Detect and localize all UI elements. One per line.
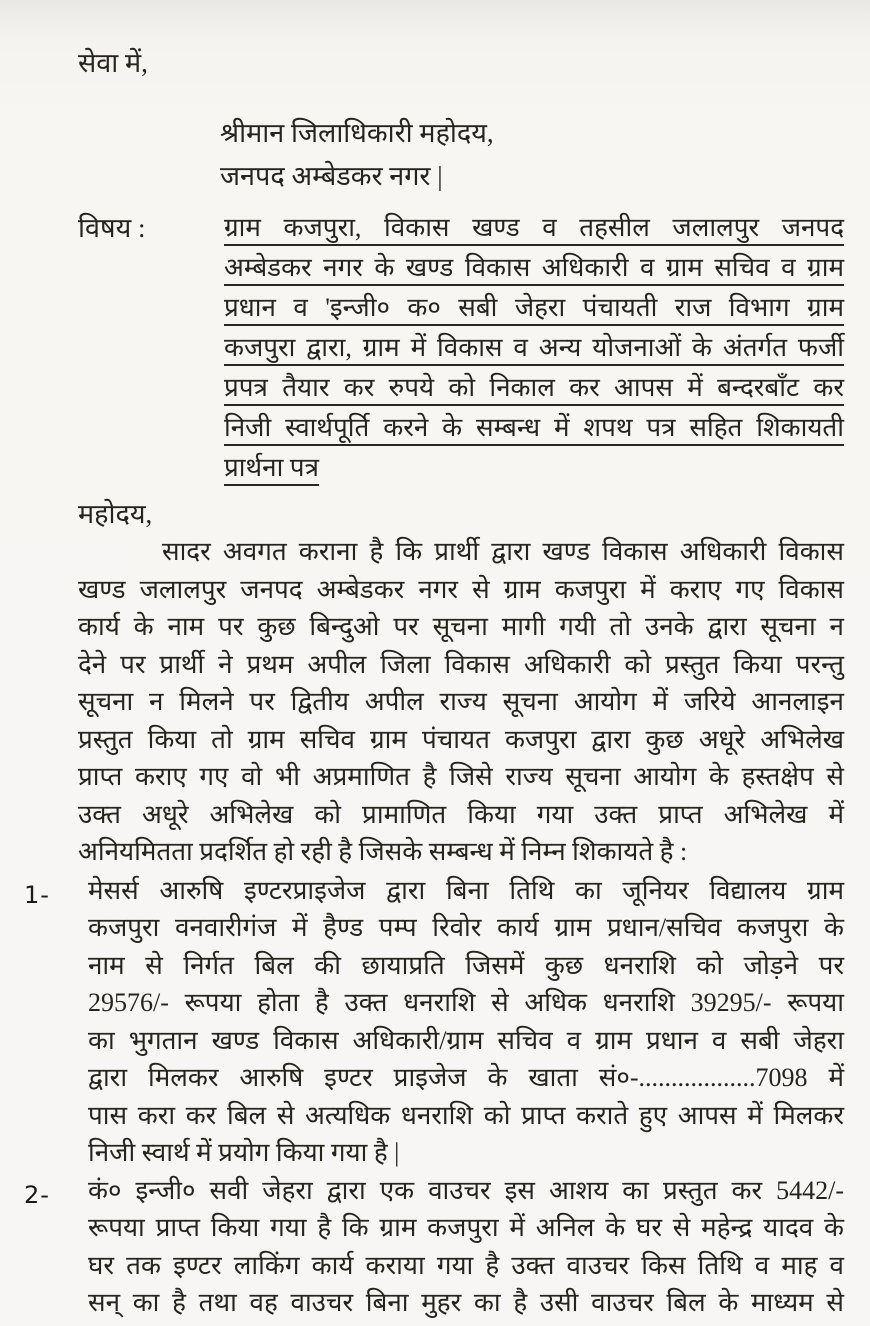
body-line: अनियमितता प्रदर्शित हो रही है जिसके सम्बन्ध में निम्न शिकायते है : — [78, 837, 688, 866]
item-line: निजी स्वार्थ में प्रयोग किया गया है | — [88, 1138, 400, 1167]
item-line: नाम से निर्गत बिल की छायाप्रति जिसमें कुछ धनराशि को जोड़ने पर — [88, 950, 844, 980]
addressee-line-2: जनपद अम्बेडकर नगर | — [220, 161, 443, 191]
addressee-block — [220, 112, 844, 198]
subject-section — [78, 208, 844, 488]
item-number-1: 1- — [24, 880, 50, 909]
body-line: कार्य के नाम पर कुछ बिन्दुओ पर सूचना मागी गयी तो उनके द्वारा सूचना न — [78, 612, 844, 641]
item-line: रूपया प्राप्त किया गया है कि ग्राम कजपुरा में अनिल के घर से महेन्द्र यादव के — [88, 1213, 844, 1242]
body-line: खण्ड जलालपुर जनपद अम्बेडकर नगर से ग्राम कजपुरा में कराए गए विकास — [78, 574, 844, 604]
body-line: सादर अवगत कराना है कि प्रार्थी द्वारा खण्ड विकास अधिकारी विकास — [162, 537, 844, 566]
body-line: उक्त अधूरे अभिलेख को प्रामाणित किया गया उक्त प्राप्त अभिलेख में — [78, 799, 844, 829]
item-line: सन् का है तथा वह वाउचर बिना मुहर का है उसी वाउचर बिल के माध्यम से — [88, 1288, 844, 1317]
subject-text — [224, 208, 844, 488]
subject-line: निजी स्वार्थपूर्ति करने के सम्बन्ध में शपथ पत्र सहित शिकायती — [224, 413, 844, 442]
item-line: कजपुरा वनवारीगंज में हैण्ड पम्प रिवोर कार्य ग्राम प्रधान/सचिव कजपुरा के — [88, 913, 844, 942]
subject-line: ग्राम कजपुरा, विकास खण्ड व तहसील जलालपुर जनपद — [224, 213, 844, 242]
body-line: प्राप्त कराए गए वो भी अप्रमाणित है जिसे राज्य सूचना आयोग के हस्तक्षेप से — [78, 762, 844, 791]
item-line: पास करा कर बिल से अत्यधिक धनराशि को प्राप्त कराते हुए आपस में मिलकर — [88, 1100, 844, 1130]
item-line: 29576/- रूपया होता है उक्त धनराशि से अधिक धनराशि 39295/- रूपया — [88, 988, 844, 1017]
addressee-line-1: श्रीमान जिलाधिकारी महोदय, — [220, 118, 494, 148]
body-line: प्रस्तुत किया तो ग्राम सचिव ग्राम पंचायत कजपुरा द्वारा कुछ अधूरे अभिलेख — [78, 724, 844, 754]
complaint-list — [24, 872, 844, 1322]
subject-label: विषय : — [78, 213, 146, 243]
salutation: सेवा में, — [78, 48, 148, 78]
item-line: मेसर्स आरुषि इण्टरप्राइजेज द्वारा बिना तिथि का जूनियर विद्यालय ग्राम — [88, 875, 844, 905]
item-line: घर तक इण्टर लाकिंग कार्य कराया गया है उक्त वाउचर किस तिथि व माह व — [88, 1250, 844, 1280]
greeting: महोदय, — [78, 499, 153, 529]
item-line: का भुगतान खण्ड विकास अधिकारी/ग्राम सचिव व ग्राम प्रधान व सबी जेहरा — [88, 1025, 844, 1055]
body-paragraph — [78, 533, 844, 871]
subject-line: प्रार्थना पत्र — [224, 453, 319, 482]
subject-line: प्रपत्र तैयार कर रुपये को निकाल कर आपस में बन्दरबाँट कर — [224, 373, 844, 402]
complaint-item-2 — [24, 1172, 844, 1322]
subject-line: अम्बेडकर नगर के खण्ड विकास अधिकारी व ग्राम सचिव व ग्राम — [224, 253, 844, 282]
item-line: कं० इन्जी० सवी जेहरा द्वारा एक वाउचर इस आशय का प्रस्तुत कर 5442/- — [88, 1175, 844, 1205]
complaint-item-1 — [24, 872, 844, 1172]
subject-line: प्रधान व 'इन्जी० क० सबी जेहरा पंचायती राज विभाग ग्राम — [224, 293, 844, 322]
body-line: सूचना न मिलने पर द्वितीय अपील राज्य सूचना आयोग में जरिये आनलाइन — [78, 687, 844, 716]
body-line: देने पर प्रार्थी ने प्रथम अपील जिला विकास अधिकारी को प्रस्तुत किया परन्तु — [78, 649, 844, 679]
item-line: द्वारा मिलकर आरुषि इण्टर प्राइजेज के खाता सं०-..................7098 में — [88, 1063, 844, 1092]
subject-line: कजपुरा द्वारा, ग्राम में विकास व अन्य योजनाओं के अंतर्गत फर्जी — [224, 333, 844, 362]
item-number-2: 2- — [24, 1180, 50, 1209]
